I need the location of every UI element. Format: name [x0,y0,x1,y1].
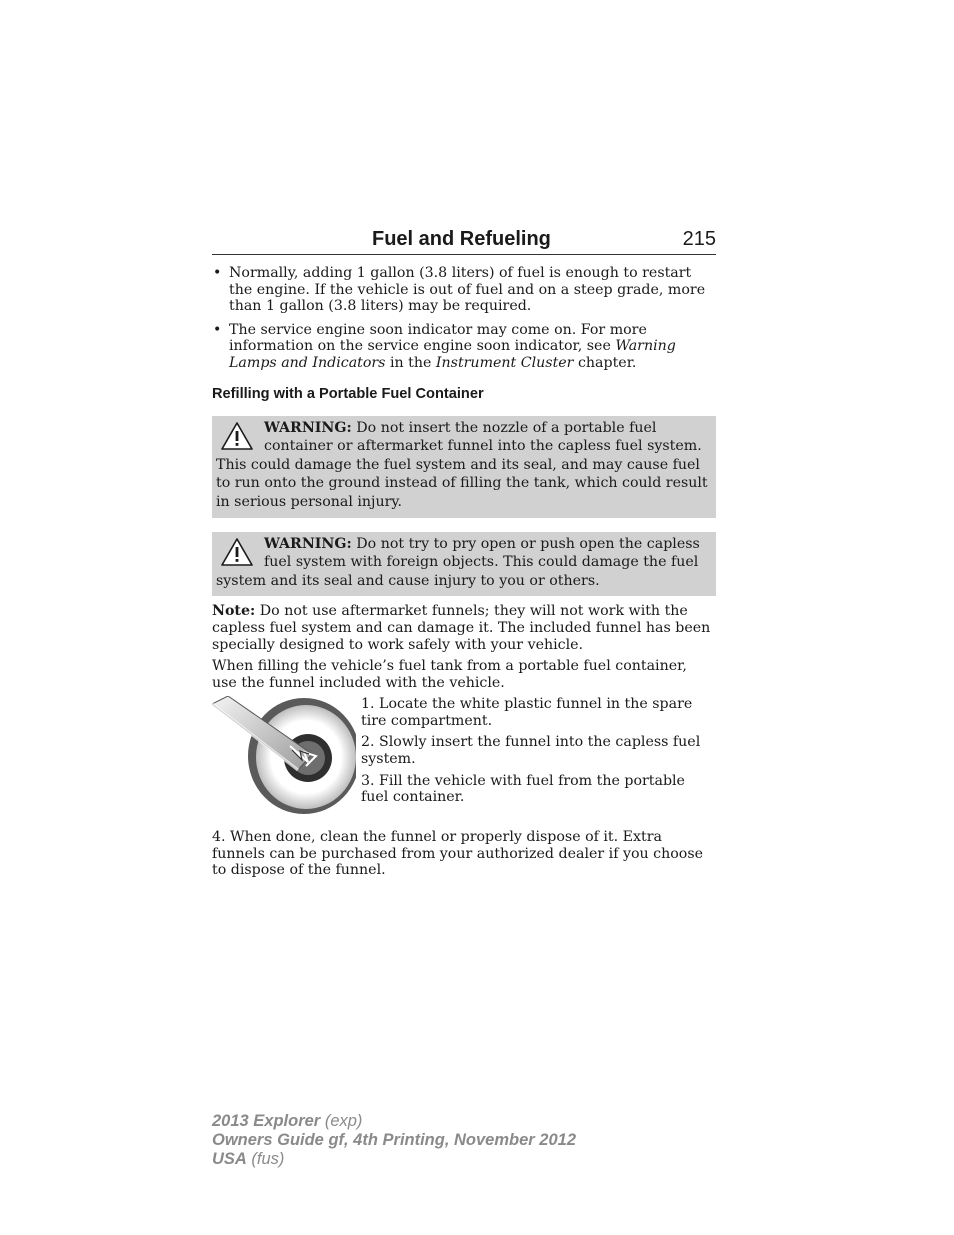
footer-line-1 [212,1112,576,1131]
footer-model-code: (exp) [320,1112,363,1130]
note-paragraph [212,603,716,653]
bullet-text-pre: The service engine soon indicator may come on. For more information on the service engine soon indicator, see [229,321,647,355]
step-3: 3. Fill the vehicle with fuel from the portable fuel container. [361,772,685,806]
footer-market: USA [212,1150,247,1168]
page-number: 215 [682,228,716,250]
note-label: Note: [212,603,256,620]
reference-link-warning-lamps: Warning Lamps and Indicators [229,338,676,371]
warning-box [212,416,716,518]
warning-text: Do not insert the nozzle of a portable fuel container or aftermarket funnel into the capless fuel system. This could damage the fuel system and its seal, and may cause fuel to run onto the ground instead of filling the tank, which could result in serious personal injury. [216,419,708,510]
warning-box [212,532,716,597]
warning-label: WARNING: [264,535,352,552]
bullet-text: Normally, adding 1 gallon (3.8 liters) of fuel is enough to restart the engine. If the vehicle is out of fuel and on a steep grade, more than 1 gallon (3.8 liters) may be required. [229,265,706,315]
page-footer [212,1112,576,1169]
note-text: Do not use aftermarket funnels; they will not work with the capless fuel system and can damage it. The included funnel has been specially designed to work safely with your vehicle. [212,603,711,653]
bullet-text-mid: in the [385,354,436,371]
chapter-title: Fuel and Refueling [372,228,551,250]
steps-section [212,696,716,814]
step-1: 1. Locate the white plastic funnel in the spare tire compartment. [361,696,693,729]
footer-line-3 [212,1150,576,1169]
bullet-icon: • [213,321,222,338]
bullet-list [212,265,716,372]
footer-market-code: (fus) [246,1150,285,1168]
step-4: 4. When done, clean the funnel or properly dispose of it. Extra funnels can be purchased from your authorized dealer if you choose to dispose of the funnel. [212,829,704,879]
section-heading: Refilling with a Portable Fuel Container [212,385,484,402]
footer-line-2 [212,1131,576,1150]
bullet-icon: • [213,265,222,281]
warning-triangle-icon [220,537,254,567]
funnel-illustration [212,696,356,814]
step-2: 2. Slowly insert the funnel into the capless fuel system. [361,734,701,768]
warning-text: Do not try to pry open or push open the capless fuel system with foreign objects. This could damage the fuel system and its seal and cause injury to you or others. [216,535,700,589]
bullet-text-post: chapter. [573,354,637,371]
reference-link-instrument-cluster: Instrument Cluster [435,354,574,371]
page-header [212,228,716,255]
footer-edition: Owners Guide gf, 4th Printing, November 2012 [212,1131,576,1149]
steps-list [361,696,716,814]
manual-page [212,228,716,884]
intro-paragraph: When filling the vehicle’s fuel tank from a portable fuel container, use the funnel included with the vehicle. [212,658,687,691]
warning-label: WARNING: [264,419,352,436]
warning-triangle-icon [220,421,254,451]
footer-model: 2013 Explorer [212,1112,321,1130]
list-item [212,322,716,372]
list-item [212,265,716,315]
